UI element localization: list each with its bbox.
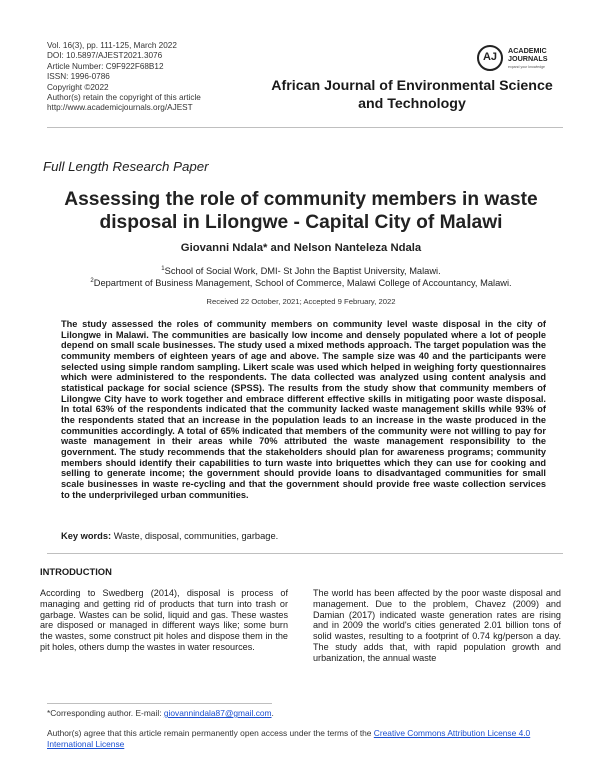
footnote-divider: [47, 703, 272, 704]
keywords: [61, 531, 278, 541]
journal-title: African Journal of Environmental Science and Technology: [271, 78, 553, 112]
creative-commons-license-link[interactable]: Creative Commons Attribution License 4.0 International License: [47, 728, 531, 749]
affiliation-1-text: School of Social Work, DMI- St John the Baptist University, Malawi.: [164, 266, 441, 277]
affiliation-1: [47, 266, 555, 276]
issn: ISSN: 1996-0786: [47, 72, 110, 82]
volume-info: Vol. 16(3), pp. 111-125, March 2022: [47, 41, 177, 50]
article-metadata: [47, 41, 201, 114]
doi: DOI: 10.5897/AJEST2021.3076: [47, 51, 163, 61]
publisher-name: [508, 47, 548, 63]
paper-title: Assessing the role of community members in waste disposal in Lilongwe - Capital City of Malawi: [64, 189, 538, 233]
keywords-label: Key words:: [61, 531, 112, 541]
abstract: The study assessed the roles of community members on community level waste disposal in the city of Lilongwe in Malawi. The communities are basically low income and densely populated where a lot of people depend on small scale businesses. The study used a mixed methods approach. The target population was the community members of eighteen years of age and above. The sample size was 40 and the participants were selected using simple random sampling. Likert scale was used which helped in weighing forty questionnaires which were administered to the respondents. The data collected was analyzed using content analysis and statistical package for social science (SPSS). The results from the study show that community members of Lilongwe City have to work together and embrace different effective skills in mitigating poor waste disposal. In total 63% of the respondents indicated that the community lacked waste management skills while 93% of the respondents stated that an increase in the population leads to an increase in the waste produced in the communities accordingly. A total of 65% indicated that members of the community were not willing to pay for waste management in their areas while 70% attributed the waste management responsibility to the government. The study recommends that the stakeholders should plan for awareness programs; community members should identify their capabilities to turn waste into briquettes which they can use for cooking and selling to generate income; the government should provide loans to disadvantaged communities for small scale businesses in waste re-cycling and that the government should provide free waste collection services to the underprivileged urban communities.: [61, 319, 546, 500]
journal-url: http://www.academicjournals.org/AJEST: [47, 103, 193, 113]
aj-logo-icon: AJ: [477, 45, 503, 71]
header-divider: [47, 127, 563, 128]
keywords-text: Waste, disposal, communities, garbage.: [111, 531, 279, 541]
affiliation-1-number: 1: [161, 266, 165, 272]
section-heading-introduction: INTRODUCTION: [40, 566, 112, 577]
intro-column-right: The world has been affected by the poor waste disposal and management. Due to the problem, Chavez (2009) and Damian (2017) indicated waste generation rates are rising and in 2009 the world's cities generated 2.01 billion tons of solid wastes, resulting to a footprint of 0.74 kg/person a day. The study adds that, with rapid population growth and urbanization, the annual waste: [313, 588, 561, 663]
affiliation-2-number: 2: [90, 278, 94, 284]
publisher-tagline: expand your knowledge: [508, 65, 545, 69]
copyright: Copyright ©2022: [47, 82, 109, 92]
article-type: Full Length Research Paper: [43, 159, 209, 174]
affiliation-2: [47, 278, 555, 288]
authors: Giovanni Ndala* and Nelson Nanteleza Ndala: [180, 242, 422, 254]
academic-journals-logo: [477, 43, 569, 79]
received-accepted-dates: Received 22 October, 2021; Accepted 9 February, 2022: [206, 297, 396, 306]
publisher-name-line2: JOURNALS: [508, 54, 548, 64]
publisher-name-line1: ACADEMIC: [508, 46, 547, 55]
intro-column-left: According to Swedberg (2014), disposal is process of managing and getting rid of products that turn into trash or garbage. Wastes can be solid, liquid and gas. These wastes are disposed or managed in different ways like; some burn the wastes, some construct pit holes and dispose them in the pit holes, others dump the wastes in water resources.: [40, 588, 288, 652]
footnote-prefix: *Corresponding author. E-mail:: [47, 708, 164, 718]
author-email-link[interactable]: giovannindala87@gmail.com: [163, 708, 272, 718]
footnote-suffix: .: [271, 708, 274, 718]
article-number: Article Number: C9F922F68B12: [47, 61, 164, 71]
affiliation-2-text: Department of Business Management, School of Commerce, Malawi College of Accountancy, Malawi.: [93, 278, 512, 289]
corresponding-author-footnote: [47, 708, 274, 718]
license-prefix: Author(s) agree that this article remain permanently open access under the terms of the: [47, 728, 374, 738]
copyright-note: Author(s) retain the copyright of this article: [47, 93, 201, 103]
license-statement: [47, 728, 562, 749]
abstract-divider: [47, 553, 563, 554]
